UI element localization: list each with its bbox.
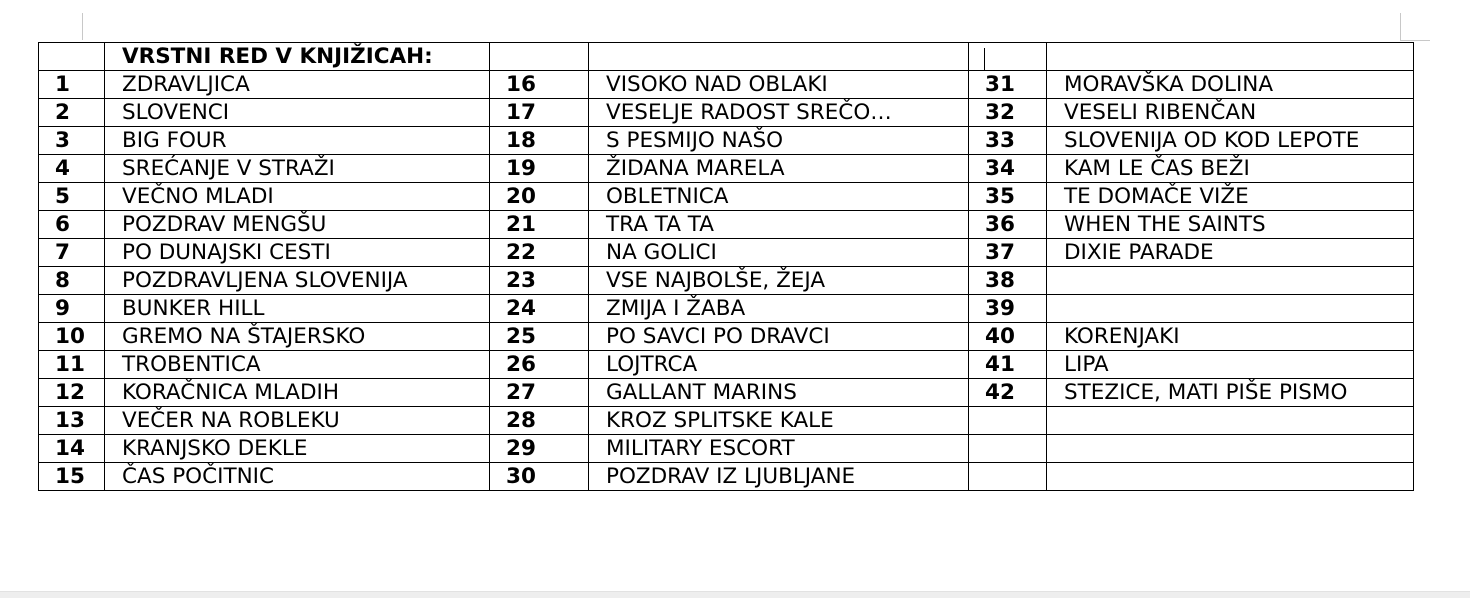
song-number-cell: 25 (490, 323, 589, 351)
song-title-cell: DIXIE PARADE (1047, 239, 1414, 267)
song-title-cell: PO SAVCI PO DRAVCI (589, 323, 969, 351)
song-title-cell: LIPA (1047, 351, 1414, 379)
table-row (39, 211, 1414, 239)
table-header-row (39, 43, 1414, 71)
song-title-cell (1047, 407, 1414, 435)
song-number-cell: 18 (490, 127, 589, 155)
song-title-cell: KORENJAKI (1047, 323, 1414, 351)
song-number-cell: 36 (969, 211, 1047, 239)
song-number-cell: 14 (39, 435, 105, 463)
song-number-cell: 12 (39, 379, 105, 407)
table-heading: VRSTNI RED V KNJIŽICAH: (105, 43, 490, 71)
table-row (39, 351, 1414, 379)
song-title-cell: POZDRAVLJENA SLOVENIJA (105, 267, 490, 295)
song-number-cell: 41 (969, 351, 1047, 379)
song-title-cell: VEČNO MLADI (105, 183, 490, 211)
song-title-cell: TE DOMAČE VIŽE (1047, 183, 1414, 211)
song-title-cell: MILITARY ESCORT (589, 435, 969, 463)
song-number-cell: 40 (969, 323, 1047, 351)
song-number-cell: 37 (969, 239, 1047, 267)
song-title-cell: VESELI RIBENČAN (1047, 99, 1414, 127)
song-title-cell: KORAČNICA MLADIH (105, 379, 490, 407)
table-row (39, 99, 1414, 127)
song-number-cell: 6 (39, 211, 105, 239)
song-title-cell: VISOKO NAD OBLAKI (589, 71, 969, 99)
song-number-cell: 35 (969, 183, 1047, 211)
table-row (39, 267, 1414, 295)
song-title-cell (1047, 267, 1414, 295)
song-number-cell: 16 (490, 71, 589, 99)
song-title-cell (1047, 463, 1414, 491)
song-number-cell: 2 (39, 99, 105, 127)
song-number-cell: 42 (969, 379, 1047, 407)
song-number-cell: 1 (39, 71, 105, 99)
song-number-cell: 33 (969, 127, 1047, 155)
song-number-cell: 8 (39, 267, 105, 295)
song-title-cell: SLOVENCI (105, 99, 490, 127)
song-order-table (38, 42, 1414, 491)
song-title-cell: VSE NAJBOLŠE, ŽEJA (589, 267, 969, 295)
bottom-scroll-strip (0, 591, 1470, 598)
song-number-cell: 20 (490, 183, 589, 211)
song-number-cell: 39 (969, 295, 1047, 323)
song-title-cell: OBLETNICA (589, 183, 969, 211)
song-number-cell: 11 (39, 351, 105, 379)
song-title-cell: ŽIDANA MARELA (589, 155, 969, 183)
table-row (39, 379, 1414, 407)
song-title-cell: ČAS POČITNIC (105, 463, 490, 491)
song-title-cell: POZDRAV IZ LJUBLJANE (589, 463, 969, 491)
song-title-cell: GREMO NA ŠTAJERSKO (105, 323, 490, 351)
song-title-cell: KRANJSKO DEKLE (105, 435, 490, 463)
song-title-cell: STEZICE, MATI PIŠE PISMO (1047, 379, 1414, 407)
header-empty-cell (969, 43, 1047, 71)
song-title-cell: PO DUNAJSKI CESTI (105, 239, 490, 267)
header-empty-cell (39, 43, 105, 71)
song-number-cell: 29 (490, 435, 589, 463)
song-number-cell: 17 (490, 99, 589, 127)
song-number-cell: 38 (969, 267, 1047, 295)
table-row (39, 463, 1414, 491)
header-empty-cell (490, 43, 589, 71)
song-number-cell: 21 (490, 211, 589, 239)
page-margin-mark-right (1400, 13, 1401, 40)
song-title-cell: SLOVENIJA OD KOD LEPOTE (1047, 127, 1414, 155)
song-title-cell: GALLANT MARINS (589, 379, 969, 407)
song-number-cell (969, 435, 1047, 463)
table-row (39, 239, 1414, 267)
text-cursor (984, 48, 985, 70)
song-title-cell: VEČER NA ROBLEKU (105, 407, 490, 435)
song-title-cell (1047, 435, 1414, 463)
song-title-cell: SREĆANJE V STRAŽI (105, 155, 490, 183)
song-title-cell: S PESMIJO NAŠO (589, 127, 969, 155)
table-row (39, 407, 1414, 435)
song-number-cell: 32 (969, 99, 1047, 127)
song-title-cell: LOJTRCA (589, 351, 969, 379)
song-number-cell: 19 (490, 155, 589, 183)
table-row (39, 323, 1414, 351)
table-row (39, 435, 1414, 463)
header-empty-cell (1047, 43, 1414, 71)
song-number-cell: 31 (969, 71, 1047, 99)
song-number-cell (969, 407, 1047, 435)
song-title-cell: VESELJE RADOST SREČO… (589, 99, 969, 127)
table-row (39, 183, 1414, 211)
song-number-cell: 22 (490, 239, 589, 267)
song-number-cell: 28 (490, 407, 589, 435)
song-number-cell: 7 (39, 239, 105, 267)
table-row (39, 155, 1414, 183)
song-title-cell: KAM LE ČAS BEŽI (1047, 155, 1414, 183)
song-number-cell: 4 (39, 155, 105, 183)
header-empty-cell (589, 43, 969, 71)
song-number-cell: 9 (39, 295, 105, 323)
song-title-cell: NA GOLICI (589, 239, 969, 267)
song-number-cell: 26 (490, 351, 589, 379)
song-title-cell: ZDRAVLJICA (105, 71, 490, 99)
song-title-cell: TROBENTICA (105, 351, 490, 379)
song-title-cell: ZMIJA I ŽABA (589, 295, 969, 323)
song-title-cell (1047, 295, 1414, 323)
song-number-cell: 5 (39, 183, 105, 211)
song-title-cell: MORAVŠKA DOLINA (1047, 71, 1414, 99)
song-number-cell: 10 (39, 323, 105, 351)
table-row (39, 127, 1414, 155)
table-row (39, 295, 1414, 323)
song-number-cell: 30 (490, 463, 589, 491)
song-number-cell: 15 (39, 463, 105, 491)
song-title-cell: KROZ SPLITSKE KALE (589, 407, 969, 435)
song-number-cell: 27 (490, 379, 589, 407)
song-number-cell (969, 463, 1047, 491)
song-number-cell: 23 (490, 267, 589, 295)
song-number-cell: 34 (969, 155, 1047, 183)
song-number-cell: 13 (39, 407, 105, 435)
song-title-cell: POZDRAV MENGŠU (105, 211, 490, 239)
song-title-cell: TRA TA TA (589, 211, 969, 239)
page-margin-mark-right-horizontal (1400, 40, 1430, 41)
page-margin-mark-left (82, 13, 83, 40)
song-number-cell: 3 (39, 127, 105, 155)
song-number-cell: 24 (490, 295, 589, 323)
song-title-cell: WHEN THE SAINTS (1047, 211, 1414, 239)
song-title-cell: BUNKER HILL (105, 295, 490, 323)
table-row (39, 71, 1414, 99)
song-title-cell: BIG FOUR (105, 127, 490, 155)
